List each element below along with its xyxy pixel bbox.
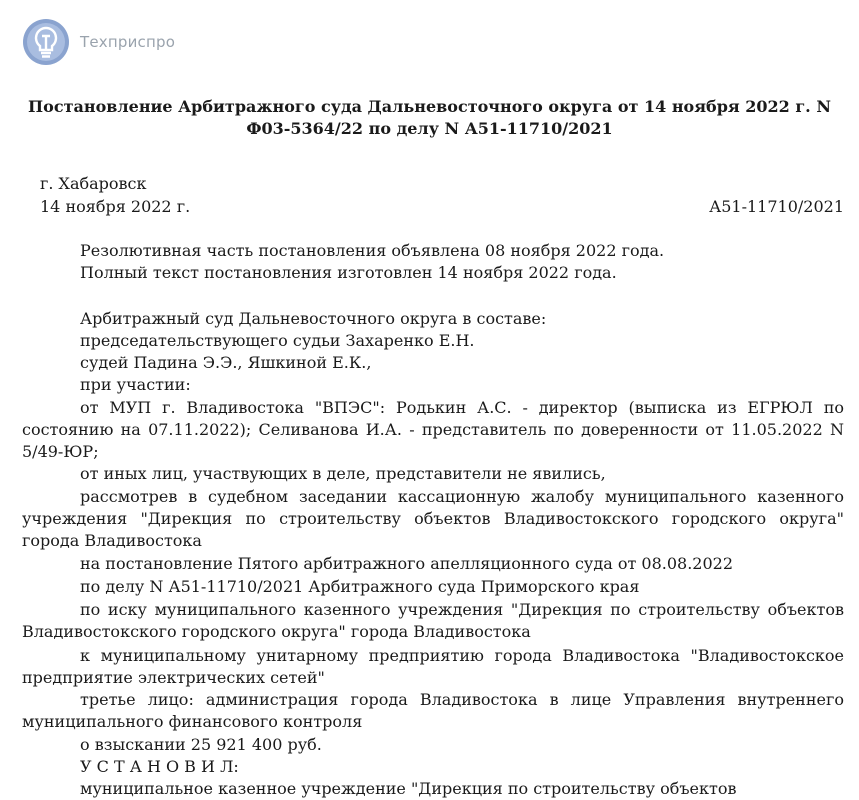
paragraph: по иску муниципального казенного учреждения "Дирекция по строительству объектов Владивостокского городского округа" города Владивостока [22, 600, 844, 641]
site-header [22, 18, 175, 66]
text-line: о взыскании 25 921 400 руб. [80, 735, 322, 754]
document-title: Постановление Арбитражного суда Дальневосточного округа от 14 ноября 2022 г. N Ф03-5364/22 по делу N А51-11710/2021 [28, 97, 831, 138]
paragraph: рассмотрев в судебном заседании кассационную жалобу муниципального казенного учреждения "Дирекция по строительству объектов Владивостокского городского округа" города Владивостока [22, 487, 844, 550]
text-line: Полный текст постановления изготовлен 14 ноября 2022 года. [80, 263, 617, 282]
text-line: от иных лиц, участвующих в деле, представители не явились, [80, 464, 606, 483]
text-line: Арбитражный суд Дальневосточного округа в составе: [80, 309, 547, 328]
text-line: У С Т А Н О В И Л: [80, 757, 239, 776]
city: г. Хабаровск [40, 174, 147, 193]
text-line: Резолютивная часть постановления объявлена 08 ноября 2022 года. [80, 241, 665, 260]
case-number: А51-11710/2021 [709, 197, 844, 216]
paragraph: от МУП г. Владивостока "ВПЭС": Родькин А.С. - директор (выписка из ЕГРЮЛ по состоянию на 07.11.2022); Селиванова И.А. - представитель по доверенности от 11.05.2022 N 5/49-ЮР; [22, 398, 844, 461]
date-row [40, 196, 844, 218]
text-line: при участии: [80, 375, 191, 394]
document-date: 14 ноября 2022 г. [40, 197, 191, 216]
text-line: председательствующего судьи Захаренко Е.Н. [80, 331, 475, 350]
brand-name[interactable]: Техприспро [80, 33, 176, 51]
text-line: судей Падина Э.Э., Яшкиной Е.К., [80, 353, 372, 372]
paragraph: к муниципальному унитарному предприятию города Владивостока "Владивостокское предприятие электрических сетей" [22, 646, 844, 687]
lightbulb-logo-icon[interactable] [22, 18, 70, 66]
paragraph: третье лицо: администрация города Владивостока в лице Управления внутреннего муниципального финансового контроля [22, 690, 844, 731]
paragraph: муниципальное казенное учреждение "Дирекция по строительству объектов [80, 779, 737, 798]
text-line: на постановление Пятого арбитражного апелляционного суда от 08.08.2022 [80, 554, 733, 573]
text-line: по делу N А51-11710/2021 Арбитражного суда Приморского края [80, 577, 640, 596]
